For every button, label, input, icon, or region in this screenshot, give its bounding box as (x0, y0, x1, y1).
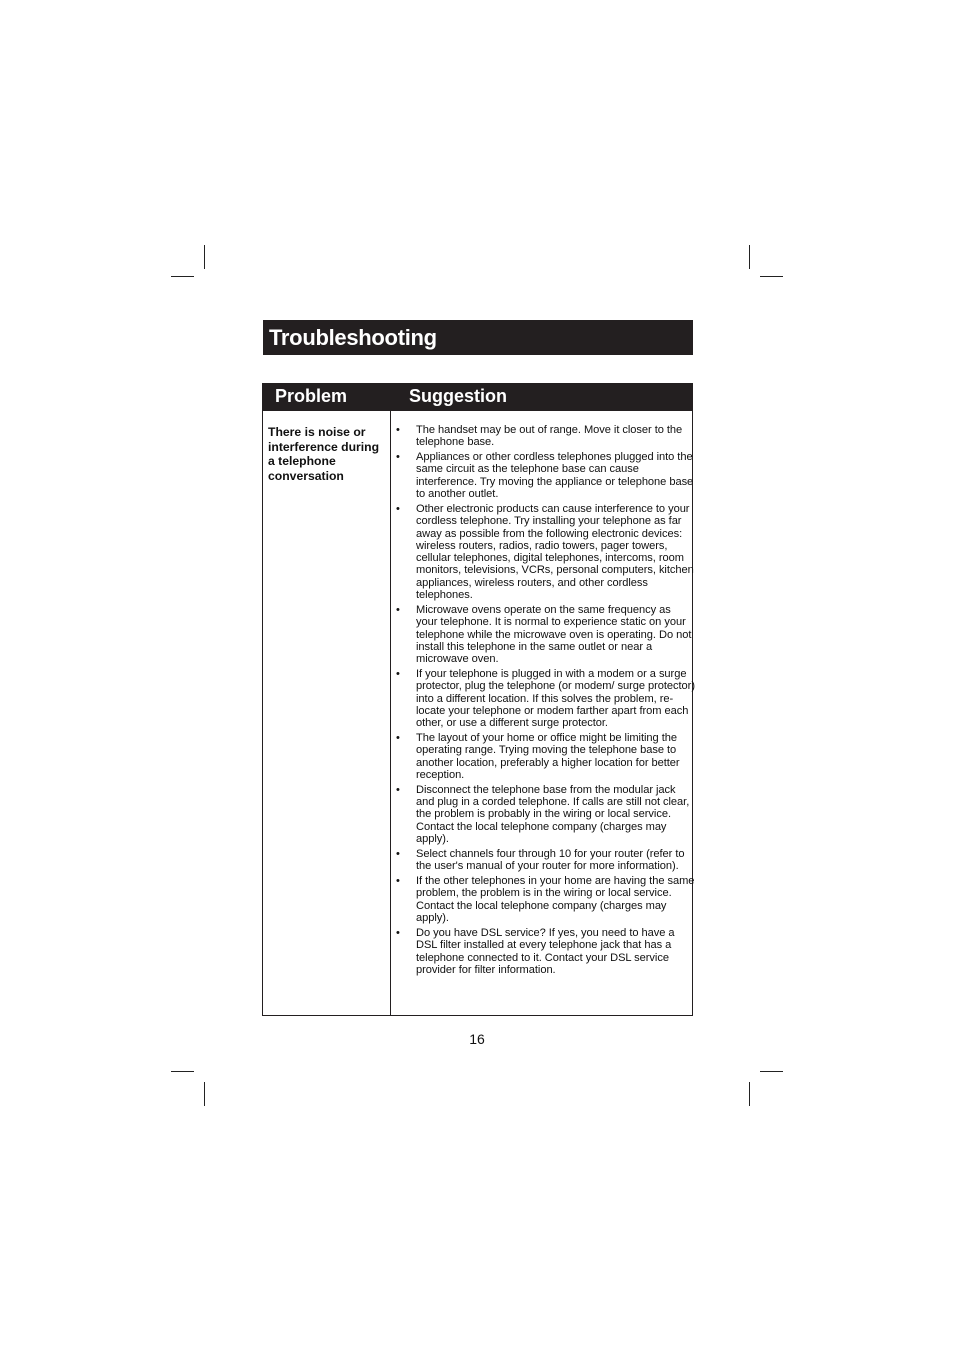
list-item (395, 503, 695, 601)
suggestion-text: Select channels four through 10 for your router (refer to the user's manual of your router for more information). (416, 847, 685, 873)
crop-mark (749, 1082, 750, 1106)
suggestion-text: If the other telephones in your home are having the same problem, the problem is in the wiring or local service. Contact the local telephone company (charges may apply). (416, 875, 695, 925)
page-title: Troubleshooting (269, 325, 437, 350)
list-item (395, 875, 695, 924)
list-item (395, 451, 695, 500)
header-problem: Problem (275, 386, 348, 406)
suggestion-list (395, 424, 695, 979)
list-item (395, 732, 695, 781)
bullet-icon: • (396, 502, 400, 515)
suggestion-text: Other electronic products can cause interference to your cordless telephone. Try installing your telephone as far away as possible from the following electronic devices: wireless routers, radios, radio towers, pager towers, cellular telephones, digital telephones, intercoms, room monitors, televisions, VCRs, personal computers, kitchen appliances, wireless routers, and other cordless telephones. (416, 502, 694, 602)
list-item (395, 668, 695, 729)
crop-mark (204, 245, 205, 269)
bullet-icon: • (396, 451, 400, 464)
bullet-icon: • (396, 732, 400, 745)
column-divider (390, 411, 391, 1015)
troubleshooting-table (262, 383, 693, 1016)
bullet-icon: • (396, 875, 400, 888)
list-item (395, 848, 695, 873)
crop-mark (171, 276, 194, 277)
crop-mark (760, 276, 783, 277)
suggestion-text: Do you have DSL service? If yes, you need to have a DSL filter installed at every telephone jack that has a telephone connected to it. Contact your DSL service provider for filter information. (416, 926, 675, 976)
table-header (263, 384, 692, 411)
bullet-icon: • (396, 424, 400, 436)
suggestion-text: Disconnect the telephone base from the modular jack and plug in a corded telephone. If calls are still not clear, the problem is probably in the wiring or local service. Contact the local telephone company (charges may apply). (416, 783, 690, 846)
suggestion-text: Microwave ovens operate on the same frequency as your telephone. It is normal to experience static on your telephone while the microwave oven is operating. Do not install this telephone in the same outlet or near a microwave oven. (416, 603, 692, 666)
list-item (395, 784, 695, 845)
bullet-icon: • (396, 783, 400, 796)
bullet-icon: • (396, 847, 400, 860)
crop-mark (204, 1082, 205, 1106)
crop-mark (760, 1071, 783, 1072)
section-title-bar (263, 320, 693, 355)
bullet-icon: • (396, 668, 400, 681)
bullet-icon: • (396, 926, 400, 939)
suggestion-text: The handset may be out of range. Move it closer to the telephone base. (416, 424, 683, 449)
problem-cell: There is noise or interference during a telephone conversation (268, 425, 380, 483)
suggestion-text: If your telephone is plugged in with a modem or a surge protector, plug the telephone (or modem/ surge protector) into a different location. If this solves the problem, re-locate your telephone or modem farther apart from each other, or use a different surge protector. (416, 668, 695, 730)
list-item (395, 927, 695, 976)
header-suggestion: Suggestion (409, 386, 507, 406)
suggestion-text: Appliances or other cordless telephones plugged into the same circuit as the telephone base can cause interference. Try moving the appliance or telephone base to another outlet. (416, 451, 694, 501)
suggestion-text: The layout of your home or office might be limiting the operating range. Trying moving the telephone base to another location, preferably a higher location for better reception. (416, 732, 680, 781)
list-item (395, 424, 695, 449)
bullet-icon: • (396, 603, 400, 616)
page-number: 16 (469, 1031, 485, 1047)
crop-mark (171, 1071, 194, 1072)
crop-mark (749, 245, 750, 269)
list-item (395, 604, 695, 665)
